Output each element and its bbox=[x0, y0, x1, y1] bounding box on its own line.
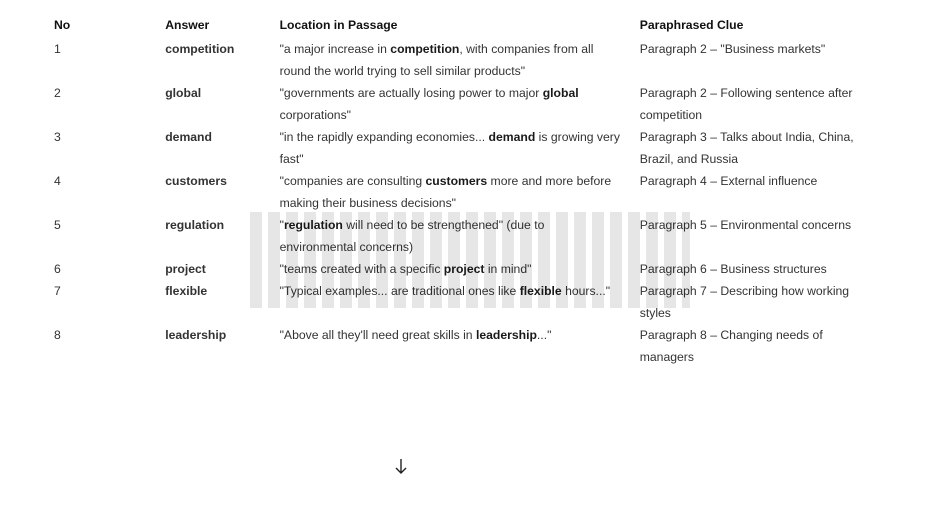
location-keyword: global bbox=[542, 86, 579, 100]
clue-cell: Paragraph 6 – Business structures bbox=[639, 262, 827, 276]
location-text: corporations" bbox=[279, 108, 352, 122]
location-cell bbox=[272, 126, 632, 170]
location-text: is growing very fast" bbox=[279, 130, 620, 166]
location-text: "teams created with a specific bbox=[279, 262, 444, 276]
location-text: "governments are actually losing power to major bbox=[279, 86, 543, 100]
location-text: , with companies from all round the world trying to sell similar products" bbox=[279, 42, 594, 78]
clue-cell: Paragraph 3 – Talks about India, China, Brazil, and Russia bbox=[639, 130, 854, 166]
location-keyword: flexible bbox=[519, 284, 562, 298]
location-keyword: project bbox=[443, 262, 485, 276]
clue-cell: Paragraph 4 – External influence bbox=[639, 174, 818, 188]
row-number: 2 bbox=[54, 86, 61, 100]
location-text: "Typical examples... are traditional ones like bbox=[279, 284, 520, 298]
location-cell bbox=[272, 324, 632, 368]
mouse-cursor-icon bbox=[394, 458, 408, 476]
location-cell bbox=[272, 280, 632, 324]
location-cell bbox=[272, 170, 632, 214]
row-number: 6 bbox=[54, 262, 61, 276]
table-row bbox=[46, 126, 886, 170]
header-location: Location in Passage bbox=[279, 18, 398, 32]
location-text: in mind" bbox=[484, 262, 532, 276]
location-text: will need to be strengthened" (due to environmental concerns) bbox=[279, 218, 545, 254]
table-row bbox=[46, 324, 886, 368]
row-number: 4 bbox=[54, 174, 61, 188]
row-number: 1 bbox=[54, 42, 61, 56]
clue-cell: Paragraph 2 – "Business markets" bbox=[639, 42, 826, 56]
clue-cell: Paragraph 2 – Following sentence after competition bbox=[639, 86, 853, 122]
answer-cell: demand bbox=[165, 130, 212, 144]
location-text: "Above all they'll need great skills in bbox=[279, 328, 476, 342]
table-row bbox=[46, 280, 886, 324]
table-row bbox=[46, 214, 886, 258]
answer-cell: global bbox=[165, 86, 202, 100]
location-cell bbox=[272, 82, 632, 126]
location-text: hours..." bbox=[561, 284, 611, 298]
answer-cell: customers bbox=[165, 174, 227, 188]
location-keyword: demand bbox=[488, 130, 536, 144]
row-number: 3 bbox=[54, 130, 61, 144]
location-text: " bbox=[279, 218, 284, 232]
answer-cell: leadership bbox=[165, 328, 227, 342]
location-text: "companies are consulting bbox=[279, 174, 426, 188]
table-row bbox=[46, 258, 886, 280]
answers-table bbox=[46, 14, 886, 368]
row-number: 7 bbox=[54, 284, 61, 298]
location-text: "a major increase in bbox=[279, 42, 391, 56]
header-clue: Paraphrased Clue bbox=[639, 18, 744, 32]
row-number: 8 bbox=[54, 328, 61, 342]
location-text: more and more before making their business decisions" bbox=[279, 174, 612, 210]
table-row bbox=[46, 82, 886, 126]
location-text: ..." bbox=[536, 328, 552, 342]
answer-cell: project bbox=[165, 262, 206, 276]
location-keyword: regulation bbox=[283, 218, 343, 232]
table-header-row bbox=[46, 14, 886, 38]
location-cell bbox=[272, 214, 632, 258]
clue-cell: Paragraph 8 – Changing needs of managers bbox=[639, 328, 823, 364]
table-row bbox=[46, 170, 886, 214]
clue-cell: Paragraph 5 – Environmental concerns bbox=[639, 218, 852, 232]
location-cell bbox=[272, 38, 632, 82]
header-answer: Answer bbox=[165, 18, 210, 32]
clue-cell: Paragraph 7 – Describing how working styles bbox=[639, 284, 850, 320]
answer-cell: flexible bbox=[165, 284, 208, 298]
location-cell bbox=[272, 258, 632, 280]
location-keyword: customers bbox=[425, 174, 488, 188]
location-keyword: competition bbox=[390, 42, 460, 56]
row-number: 5 bbox=[54, 218, 61, 232]
header-no: No bbox=[54, 18, 71, 32]
answer-cell: regulation bbox=[165, 218, 225, 232]
answer-cell: competition bbox=[165, 42, 235, 56]
location-keyword: leadership bbox=[475, 328, 537, 342]
table-row bbox=[46, 38, 886, 82]
location-text: "in the rapidly expanding economies... bbox=[279, 130, 489, 144]
